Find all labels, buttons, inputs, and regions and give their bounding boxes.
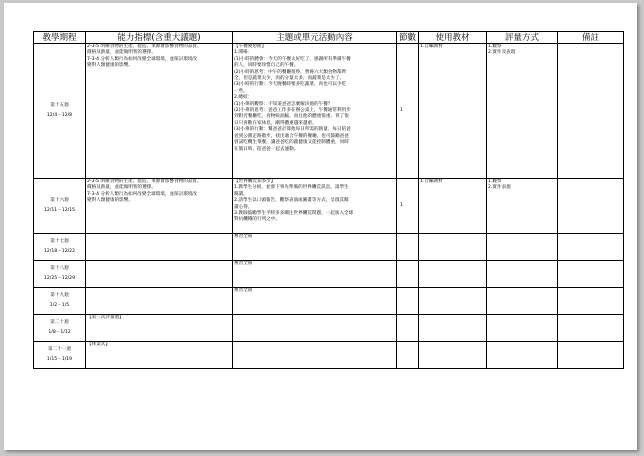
periods-cell: [397, 288, 419, 315]
header-content: 主題或單元活動內容: [233, 32, 397, 44]
assessment-cell: [487, 179, 558, 234]
content-line: 複習全冊: [234, 288, 253, 293]
ability-line: 變對人類健康的影響。: [87, 198, 133, 204]
content-line: 2.總結：: [234, 95, 253, 101]
content-line: 的人，同時要珍惜自己的午餐。: [234, 63, 299, 69]
periods-cell: [397, 342, 419, 369]
note-cell: [558, 288, 624, 315]
week-cell: [34, 261, 86, 288]
ability-cell: [86, 261, 233, 288]
content-cell: [233, 342, 397, 369]
content-line: 爸到公園走路散步，找出適合午餐的餐廳，也可鼓勵爸爸: [234, 133, 349, 139]
header-schedule: 教學期程: [34, 32, 86, 44]
periods-cell: 1: [397, 179, 419, 234]
content-line: 一些。: [234, 88, 248, 94]
content-line: 讀心得。: [234, 204, 253, 210]
week-dates: 12/4－12/8: [46, 113, 73, 118]
periods-cell: [397, 315, 419, 342]
table-row: [34, 179, 624, 234]
assessment-cell: [487, 288, 558, 315]
material-cell: 1.自編教材: [419, 179, 487, 234]
week-cell: [34, 288, 86, 315]
header-periods: 節數: [397, 32, 419, 44]
content-line: 2.請學生以口頭報告，觀察表演或圖畫等方式，呈現其閱: [234, 198, 349, 204]
note-cell: [558, 342, 624, 369]
table-row: [34, 315, 624, 342]
content-line: 閱讀。: [234, 191, 248, 197]
content-line: 全，但是蔬菜太少，肉的分量太多，而蔬菜是太少了。: [234, 76, 345, 82]
periods-cell: [397, 234, 419, 261]
material-cell: [419, 288, 487, 315]
week-label: 第十五週: [50, 102, 69, 108]
content-line: (3)小偉的行動：幫爸爸計算他每日所需的熱量，每日陪爸: [234, 127, 351, 133]
header-material: 使用教材: [419, 32, 487, 44]
ability-cell: [86, 179, 233, 234]
note-cell: [558, 179, 624, 234]
week-label: 第二十一週: [48, 346, 71, 352]
assessment-cell: [487, 234, 558, 261]
content-line: 1.開場：: [234, 50, 253, 56]
curriculum-table: [33, 31, 624, 369]
content-line: (1)小偉的觀察：不知道爸爸怎麼解決他的午餐？: [234, 101, 333, 107]
content-cell: [233, 44, 397, 179]
week-dates: 1/8－1/12: [48, 330, 71, 335]
ability-cell: [86, 342, 233, 369]
periods-cell: 1: [397, 44, 419, 179]
table-row: [34, 342, 624, 369]
week-cell: [34, 315, 86, 342]
ability-line: 2-3-5 明瞭食物的生產、製造、來源會影響食物的品質、: [87, 179, 202, 184]
table-row: [34, 261, 624, 288]
ability-line: 價格及熱量，並能做明智的選擇。: [87, 50, 156, 56]
week-label: 第十九週: [50, 292, 69, 298]
week-label: 第十八週: [50, 265, 69, 271]
periods-cell: [397, 261, 419, 288]
content-cell: [233, 288, 397, 315]
week-label: 第二十週: [50, 319, 69, 325]
assessment-line: 1.觀察: [488, 179, 502, 184]
content-line: 複習全冊: [234, 261, 253, 266]
content-line: 【午餐變想曲】: [234, 44, 267, 49]
assessment-cell: [487, 261, 558, 288]
ability-cell: [86, 234, 233, 261]
ability-line: 2-3-5 明瞭食物的生產、製造、來源會影響食物的品質、: [87, 44, 202, 49]
week-dates: 12/25－12/29: [43, 276, 76, 281]
content-line: 1.教學生分組，並發下事先準備的世界饑荒訊息，請學生: [234, 185, 349, 191]
assessment-line: 2.實作及表現: [488, 50, 516, 56]
material-cell: [419, 342, 487, 369]
content-line: (2)小時的思考：中午的餐廳很吵，營養六大類食物都齊: [234, 69, 347, 75]
assessment-cell: [487, 315, 558, 342]
ability-line: 7-3-4 分析人類行為如何改變全球環境，並探討環境改: [87, 191, 198, 197]
table-row: [34, 44, 624, 179]
content-line: 曾試吃機生菜餐，讓爸爸吃的蔬健康又能控制體重，同時: [234, 140, 349, 146]
assessment-line: 2.實作表現: [488, 185, 511, 191]
material-cell: [419, 315, 487, 342]
week-dates: 12/11－12/15: [43, 208, 76, 213]
content-line: (2)小偉的思考：爸爸工作多在辦公桌上，午餐通常利用步: [234, 108, 351, 114]
week-cell: [34, 44, 86, 179]
content-line: 【世界饑荒知多少】: [234, 179, 276, 184]
assessment-cell: [487, 342, 558, 369]
document-page: [4, 3, 637, 450]
note-cell: [558, 261, 624, 288]
assessment-cell: [487, 44, 558, 179]
note-cell: [558, 234, 624, 261]
material-cell: 1.自編教材: [419, 44, 487, 179]
header-note: 備註: [558, 32, 624, 44]
note-cell: [558, 44, 624, 179]
content-line: 對抗饑餓的行列之中。: [234, 217, 280, 223]
table-row: [34, 288, 624, 315]
week-label: 第十六週: [50, 197, 69, 203]
content-cell: [233, 315, 397, 342]
ability-cell: [86, 288, 233, 315]
ability-cell: [86, 44, 233, 179]
week-dates: 12/18－12/22: [43, 249, 76, 254]
content-line: (3)小時的行動：今天晚餐時要多吃蔬菜，肉也可以少吃: [234, 82, 347, 88]
content-line: 3.教師鼓勵學生平時多多關注世界饑荒問題，一起加入全球: [234, 211, 354, 217]
content-line: 複習全冊: [234, 234, 253, 239]
content-line: (1)小時的體會：今天的午餐太好吃了，感謝所有準備午餐: [234, 56, 351, 62]
week-cell: [34, 234, 86, 261]
week-dates: 1/2－1/5: [49, 303, 70, 308]
material-cell: [419, 234, 487, 261]
ability-cell: [86, 315, 233, 342]
header-assessment: 評量方式: [487, 32, 558, 44]
ability-line: 【第三次評量週】: [87, 315, 124, 320]
content-line: 在假日時，陪爸爸一起去運動。: [234, 146, 299, 152]
content-line: 到附近餐廳吃，食物較油膩，而且他的體重很重，買了很: [234, 114, 349, 120]
week-cell: [34, 179, 86, 234]
ability-line: 價格及熱量，並能做明智的選擇。: [87, 185, 156, 191]
ability-line: 變對人類健康的影響。: [87, 63, 133, 69]
week-dates: 1/15－1/19: [46, 357, 73, 362]
content-cell: [233, 261, 397, 288]
content-line: 日只喜歡在家休息，剛得體重越來越重。: [234, 120, 317, 126]
material-cell: [419, 261, 487, 288]
week-label: 第十七週: [50, 238, 69, 244]
assessment-line: 1.觀察: [488, 44, 502, 49]
header-row: [34, 32, 624, 44]
week-cell: [34, 342, 86, 369]
header-ability: 能力指標(含重大議題): [86, 32, 233, 44]
ability-line: 【休業式】: [87, 342, 110, 347]
content-cell: [233, 179, 397, 234]
table-row: [34, 234, 624, 261]
note-cell: [558, 315, 624, 342]
ability-line: 7-3-4 分析人類行為如何改變全球環境，並探討環境改: [87, 56, 198, 62]
content-cell: [233, 234, 397, 261]
